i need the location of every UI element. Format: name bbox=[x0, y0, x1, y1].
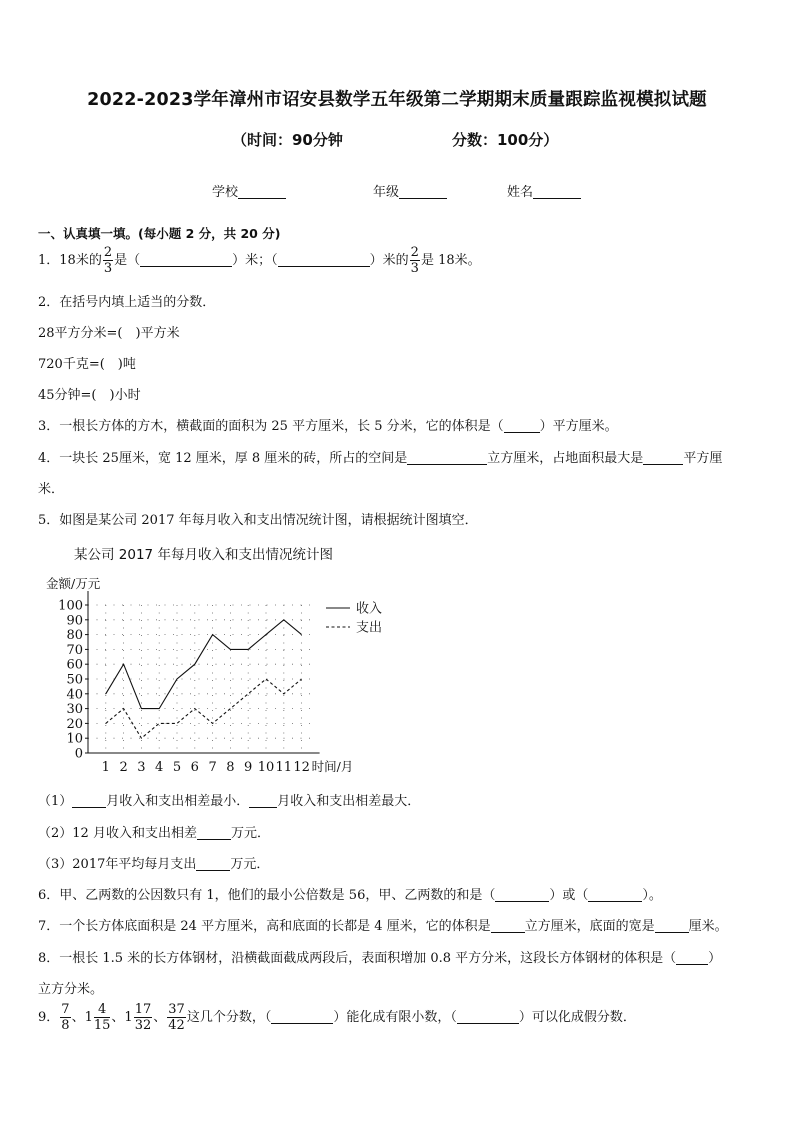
q7-text-a: 7．一个长方体底面积是 24 平方厘米，高和底面的长都是 4 厘米，它的体积是 bbox=[38, 919, 491, 934]
x-tick-label: 7 bbox=[208, 760, 217, 775]
y-tick-label: 90 bbox=[66, 613, 83, 629]
frac-denominator: 3 bbox=[410, 261, 419, 276]
frac-numerator: 37 bbox=[168, 1002, 185, 1017]
q4-text-b: 立方厘米，占地面积最大是 bbox=[487, 451, 644, 466]
q5-s1-prefix: （1） bbox=[38, 794, 73, 809]
q7-text-b: 立方厘米，底面的宽是 bbox=[524, 919, 655, 934]
q5-sub-2 bbox=[38, 822, 270, 841]
x-tick-label: 10 bbox=[257, 760, 275, 775]
exam-score: 分数：100分） bbox=[452, 131, 559, 149]
q6-text-a: 6．甲、乙两数的公因数只有 1，他们的最小公倍数是 56，甲、乙两数的和是（ bbox=[38, 888, 496, 903]
y-tick-label: 80 bbox=[66, 628, 83, 644]
question-9 bbox=[38, 1003, 636, 1032]
q5-s3-text: （3）2017年平均每月支出 bbox=[38, 857, 197, 872]
q9-number: 9． bbox=[38, 1010, 60, 1025]
series-line-1 bbox=[106, 620, 302, 709]
q8-text-a: 8．一根长 1.5 米的长方体钢材，沿横截面截成两段后，表面积增加 0.8 平方分米，这段长方体钢材的体积是（ bbox=[38, 951, 677, 966]
question-7 bbox=[38, 915, 728, 934]
q7-blank-2[interactable] bbox=[655, 918, 689, 933]
grade-label: 年级 bbox=[373, 185, 400, 200]
q9-blank-1[interactable] bbox=[271, 1009, 333, 1024]
q2-item-3: 45分钟=( )小时 bbox=[38, 388, 141, 403]
q1-blank-2[interactable] bbox=[278, 252, 370, 267]
grade-field bbox=[373, 181, 447, 200]
q6-blank-1[interactable] bbox=[495, 887, 549, 902]
chart-title: 某公司 2017 年每月收入和支出情况统计图 bbox=[74, 547, 333, 563]
q5-s1-blank-1[interactable] bbox=[72, 793, 106, 808]
question-5: 5．如图是某公司 2017 年每月收入和支出情况统计图，请根据统计图填空． bbox=[38, 513, 478, 528]
school-field bbox=[212, 181, 286, 200]
y-tick-label: 50 bbox=[66, 672, 83, 688]
x-tick-label: 5 bbox=[172, 760, 182, 775]
frac-numerator: 2 bbox=[103, 245, 113, 260]
x-tick-label: 6 bbox=[190, 760, 199, 775]
q5-s1-text-a: 月收入和支出相差最小． bbox=[106, 794, 250, 809]
q9-text-b: ）能化成有限小数，（ bbox=[333, 1010, 457, 1025]
q4-text-a: 4．一块长 25厘米，宽 12 厘米，厚 8 厘米的砖，所占的空间是 bbox=[38, 451, 408, 466]
x-tick-label: 4 bbox=[155, 760, 164, 775]
fraction-3 bbox=[134, 1003, 153, 1032]
frac-numerator: 2 bbox=[410, 245, 419, 260]
x-tick-label: 8 bbox=[226, 760, 235, 775]
q3-text-end: ）平方厘米。 bbox=[539, 419, 618, 434]
y-tick-label: 30 bbox=[66, 702, 83, 718]
q6-text-b: ）或（ bbox=[549, 888, 589, 903]
q8-blank[interactable] bbox=[676, 950, 708, 965]
y-tick-label: 40 bbox=[66, 687, 83, 703]
q4-blank-2[interactable] bbox=[643, 450, 683, 465]
fraction-two-thirds bbox=[103, 246, 113, 275]
q8-text-b: ） bbox=[708, 951, 722, 966]
y-tick-label: 0 bbox=[74, 746, 83, 762]
frac-denominator: 42 bbox=[168, 1018, 185, 1033]
fraction-1 bbox=[60, 1003, 70, 1032]
x-tick-label: 2 bbox=[119, 760, 128, 775]
x-tick-label: 12 bbox=[293, 760, 310, 775]
line-chart bbox=[36, 570, 396, 780]
separator: 、 bbox=[71, 1010, 85, 1025]
frac-numerator: 7 bbox=[61, 1002, 70, 1017]
q5-s2-unit: 万元． bbox=[230, 826, 270, 841]
frac-denominator: 8 bbox=[61, 1018, 70, 1033]
school-blank[interactable] bbox=[238, 184, 286, 199]
q2-item-1: 28平方分米=( )平方米 bbox=[38, 326, 180, 341]
question-8 bbox=[38, 947, 721, 966]
q6-text-c: ）。 bbox=[642, 888, 662, 903]
school-label: 学校 bbox=[212, 185, 239, 200]
q5-sub-3 bbox=[38, 853, 269, 872]
q1-text-d: ）米的 bbox=[369, 253, 409, 268]
frac-numerator: 4 bbox=[94, 1003, 111, 1018]
q9-text-a: 这几个分数，（ bbox=[186, 1010, 272, 1025]
q4-text-c: 平方厘 bbox=[683, 451, 723, 466]
q5-s3-blank[interactable] bbox=[196, 856, 230, 871]
question-4 bbox=[38, 447, 722, 466]
x-axis-label: 时间/月 bbox=[311, 759, 354, 774]
question-6 bbox=[38, 884, 662, 903]
question-2: 2．在括号内填上适当的分数． bbox=[38, 295, 216, 310]
whole-part: 1 bbox=[124, 1010, 133, 1025]
question-3 bbox=[38, 415, 618, 434]
x-tick-label: 11 bbox=[275, 760, 293, 775]
q2-item-2: 720千克=( )吨 bbox=[38, 357, 136, 372]
q1-text-e: 是 18米。 bbox=[420, 253, 481, 268]
q4-blank-1[interactable] bbox=[407, 450, 487, 465]
q1-text-b: 是（ bbox=[114, 253, 141, 268]
exam-time: （时间：90分钟 bbox=[232, 131, 343, 149]
q5-sub-1 bbox=[38, 790, 420, 809]
q9-text-c: ）可以化成假分数． bbox=[518, 1010, 636, 1025]
y-axis-label: 金额/万元 bbox=[46, 576, 101, 591]
frac-denominator: 3 bbox=[103, 261, 113, 276]
separator: 、 bbox=[111, 1010, 125, 1025]
x-tick-label: 3 bbox=[137, 760, 146, 775]
q6-blank-2[interactable] bbox=[588, 887, 642, 902]
frac-denominator: 32 bbox=[134, 1018, 152, 1033]
legend-label: 收入 bbox=[356, 601, 383, 617]
separator: 、 bbox=[153, 1010, 167, 1025]
x-tick-label: 1 bbox=[101, 760, 110, 775]
frac-numerator: 17 bbox=[134, 1002, 152, 1017]
q9-blank-2[interactable] bbox=[457, 1009, 519, 1024]
q3-text: 3．一根长方体的方木，横截面的面积为 25 平方厘米，长 5 分米，它的体积是（ bbox=[38, 419, 504, 434]
frac-denominator: 15 bbox=[93, 1018, 111, 1033]
whole-part: 1 bbox=[84, 1010, 93, 1025]
name-blank[interactable] bbox=[533, 184, 581, 199]
fraction-4 bbox=[167, 1003, 186, 1032]
q5-s2-text: （2）12 月收入和支出相差 bbox=[38, 826, 197, 841]
q8-continued: 立方分米。 bbox=[38, 982, 104, 997]
y-tick-label: 20 bbox=[66, 716, 83, 732]
q5-s3-unit: 万元． bbox=[230, 857, 270, 872]
q1-text-a: 1．18米的 bbox=[38, 253, 102, 268]
fraction-2 bbox=[94, 1003, 111, 1032]
legend-label: 支出 bbox=[356, 620, 383, 636]
name-field bbox=[507, 181, 581, 200]
q5-s2-blank[interactable] bbox=[197, 825, 231, 840]
series-line-2 bbox=[106, 679, 302, 738]
y-tick-label: 70 bbox=[66, 642, 83, 658]
q7-text-c: 厘米。 bbox=[688, 919, 728, 934]
q3-blank[interactable] bbox=[504, 418, 540, 433]
x-tick-label: 9 bbox=[244, 760, 253, 775]
y-tick-label: 60 bbox=[66, 657, 83, 673]
grade-blank[interactable] bbox=[399, 184, 447, 199]
q1-text-c: ）米；（ bbox=[232, 253, 278, 268]
q5-s1-text-b: 月收入和支出相差最大． bbox=[277, 794, 421, 809]
section-heading: 一、认真填一填。(每小题 2 分，共 20 分) bbox=[38, 226, 281, 241]
q5-s1-blank-2[interactable] bbox=[249, 793, 277, 808]
q1-blank-1[interactable] bbox=[140, 252, 232, 267]
y-tick-label: 100 bbox=[58, 598, 83, 614]
question-1 bbox=[38, 246, 481, 275]
q4-continued: 米． bbox=[38, 482, 65, 497]
y-tick-label: 10 bbox=[66, 731, 83, 747]
name-label: 姓名 bbox=[507, 185, 534, 200]
q7-blank-1[interactable] bbox=[491, 918, 525, 933]
fraction-two-thirds bbox=[410, 246, 420, 275]
exam-title: 2022-2023学年漳州市诏安县数学五年级第二学期期末质量跟踪监视模拟试题 bbox=[87, 90, 707, 110]
